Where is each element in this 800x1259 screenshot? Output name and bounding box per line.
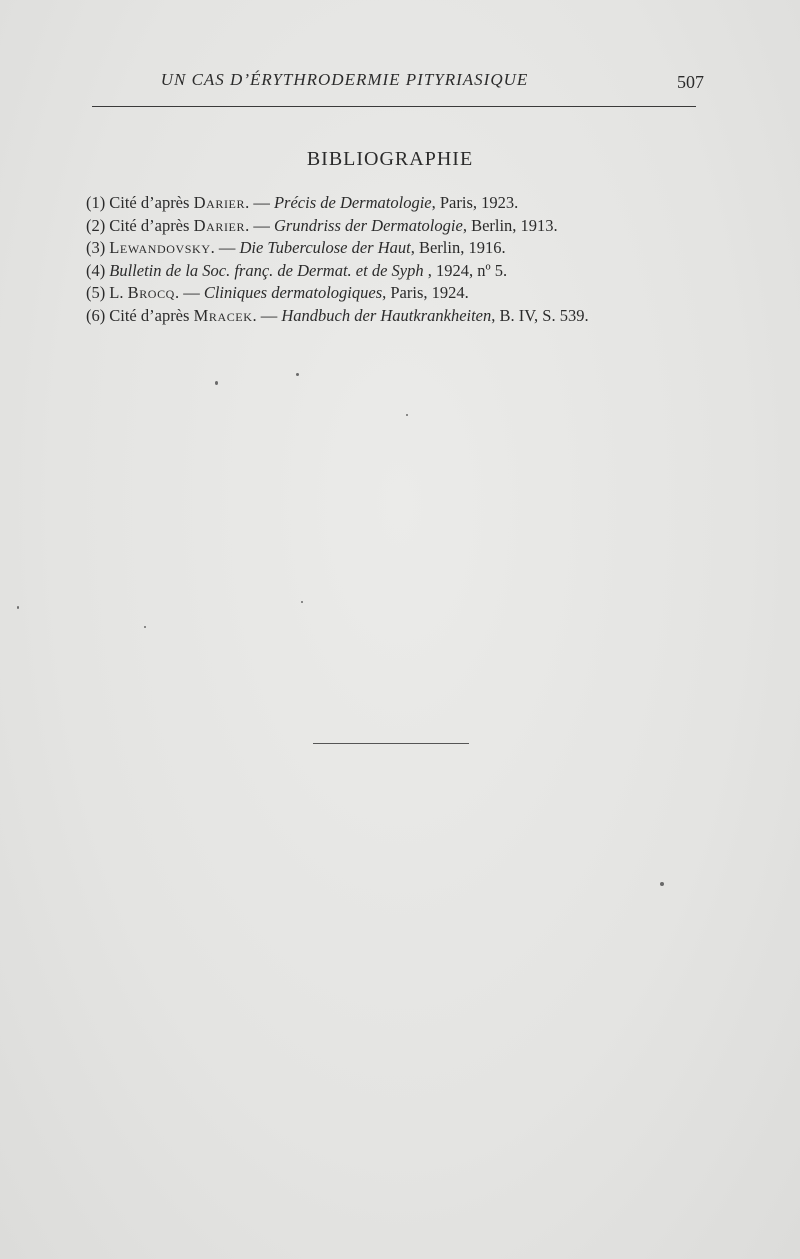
bibliography-entry bbox=[86, 282, 736, 305]
end-rule bbox=[313, 743, 469, 744]
entry-details: , B. IV, S. 539. bbox=[491, 305, 589, 325]
entry-number: (5) bbox=[86, 283, 106, 302]
bibliography-entry bbox=[86, 237, 736, 260]
entry-separator: . — bbox=[245, 215, 274, 235]
header-rule bbox=[92, 106, 696, 107]
entry-details: , Berlin, 1913. bbox=[462, 215, 558, 235]
page-number: 507 bbox=[677, 72, 704, 92]
entry-author: Darier bbox=[193, 215, 246, 235]
entry-author: Darier bbox=[193, 193, 246, 212]
entry-title: Grundriss der Dermatologie bbox=[273, 215, 463, 235]
entry-author: Mracek bbox=[193, 305, 253, 325]
entry-details: , Berlin, 1916. bbox=[410, 238, 506, 257]
entry-title: Handbuch der Hautkrankheiten bbox=[281, 305, 492, 325]
entry-number: (2) bbox=[86, 215, 106, 235]
entry-details: , 1924, nº 5. bbox=[423, 260, 508, 280]
entry-separator: . — bbox=[252, 305, 282, 325]
print-speck bbox=[660, 882, 664, 886]
entry-number: (6) bbox=[86, 305, 106, 325]
bibliography-entry bbox=[86, 305, 736, 328]
entry-title: Cliniques dermatologiques bbox=[203, 283, 383, 302]
entry-number: (1) bbox=[86, 193, 106, 212]
entry-details: , Paris, 1924. bbox=[382, 283, 469, 302]
entry-separator: . — bbox=[174, 283, 204, 302]
entry-author: Lewandovsky bbox=[109, 238, 211, 257]
print-speck bbox=[296, 373, 299, 376]
entry-number: (4) bbox=[86, 260, 106, 280]
print-speck bbox=[17, 606, 19, 609]
entry-title: Bulletin de la Soc. franç. de Dermat. et de Syph bbox=[109, 260, 424, 280]
entry-author: Brocq bbox=[127, 283, 175, 302]
entry-separator: . — bbox=[245, 193, 274, 212]
entry-title: Précis de Dermatologie bbox=[273, 193, 432, 212]
running-title: UN CAS D’ÉRYTHRODERMIE PITYRIASIQUE bbox=[160, 70, 529, 89]
entry-number: (3) bbox=[86, 238, 106, 257]
running-head bbox=[92, 68, 708, 98]
bibliography-entry bbox=[86, 215, 736, 238]
print-speck bbox=[144, 626, 146, 628]
bibliography-list bbox=[86, 192, 736, 327]
print-speck bbox=[215, 381, 218, 385]
entry-prefix: Cité d’après bbox=[109, 215, 194, 235]
entry-separator: . — bbox=[210, 238, 240, 257]
print-speck bbox=[301, 601, 303, 603]
entry-title: Die Tuberculose der Haut bbox=[239, 238, 411, 257]
bibliography-entry bbox=[86, 192, 736, 215]
entry-prefix: Cité d’après bbox=[109, 305, 194, 325]
bibliography-entry bbox=[86, 260, 736, 283]
print-speck bbox=[406, 414, 408, 416]
entry-details: , Paris, 1923. bbox=[431, 193, 519, 212]
section-title: BIBLIOGRAPHIE bbox=[306, 148, 474, 170]
entry-prefix: Cité d’après bbox=[109, 193, 194, 212]
entry-prefix: L. bbox=[109, 283, 128, 302]
